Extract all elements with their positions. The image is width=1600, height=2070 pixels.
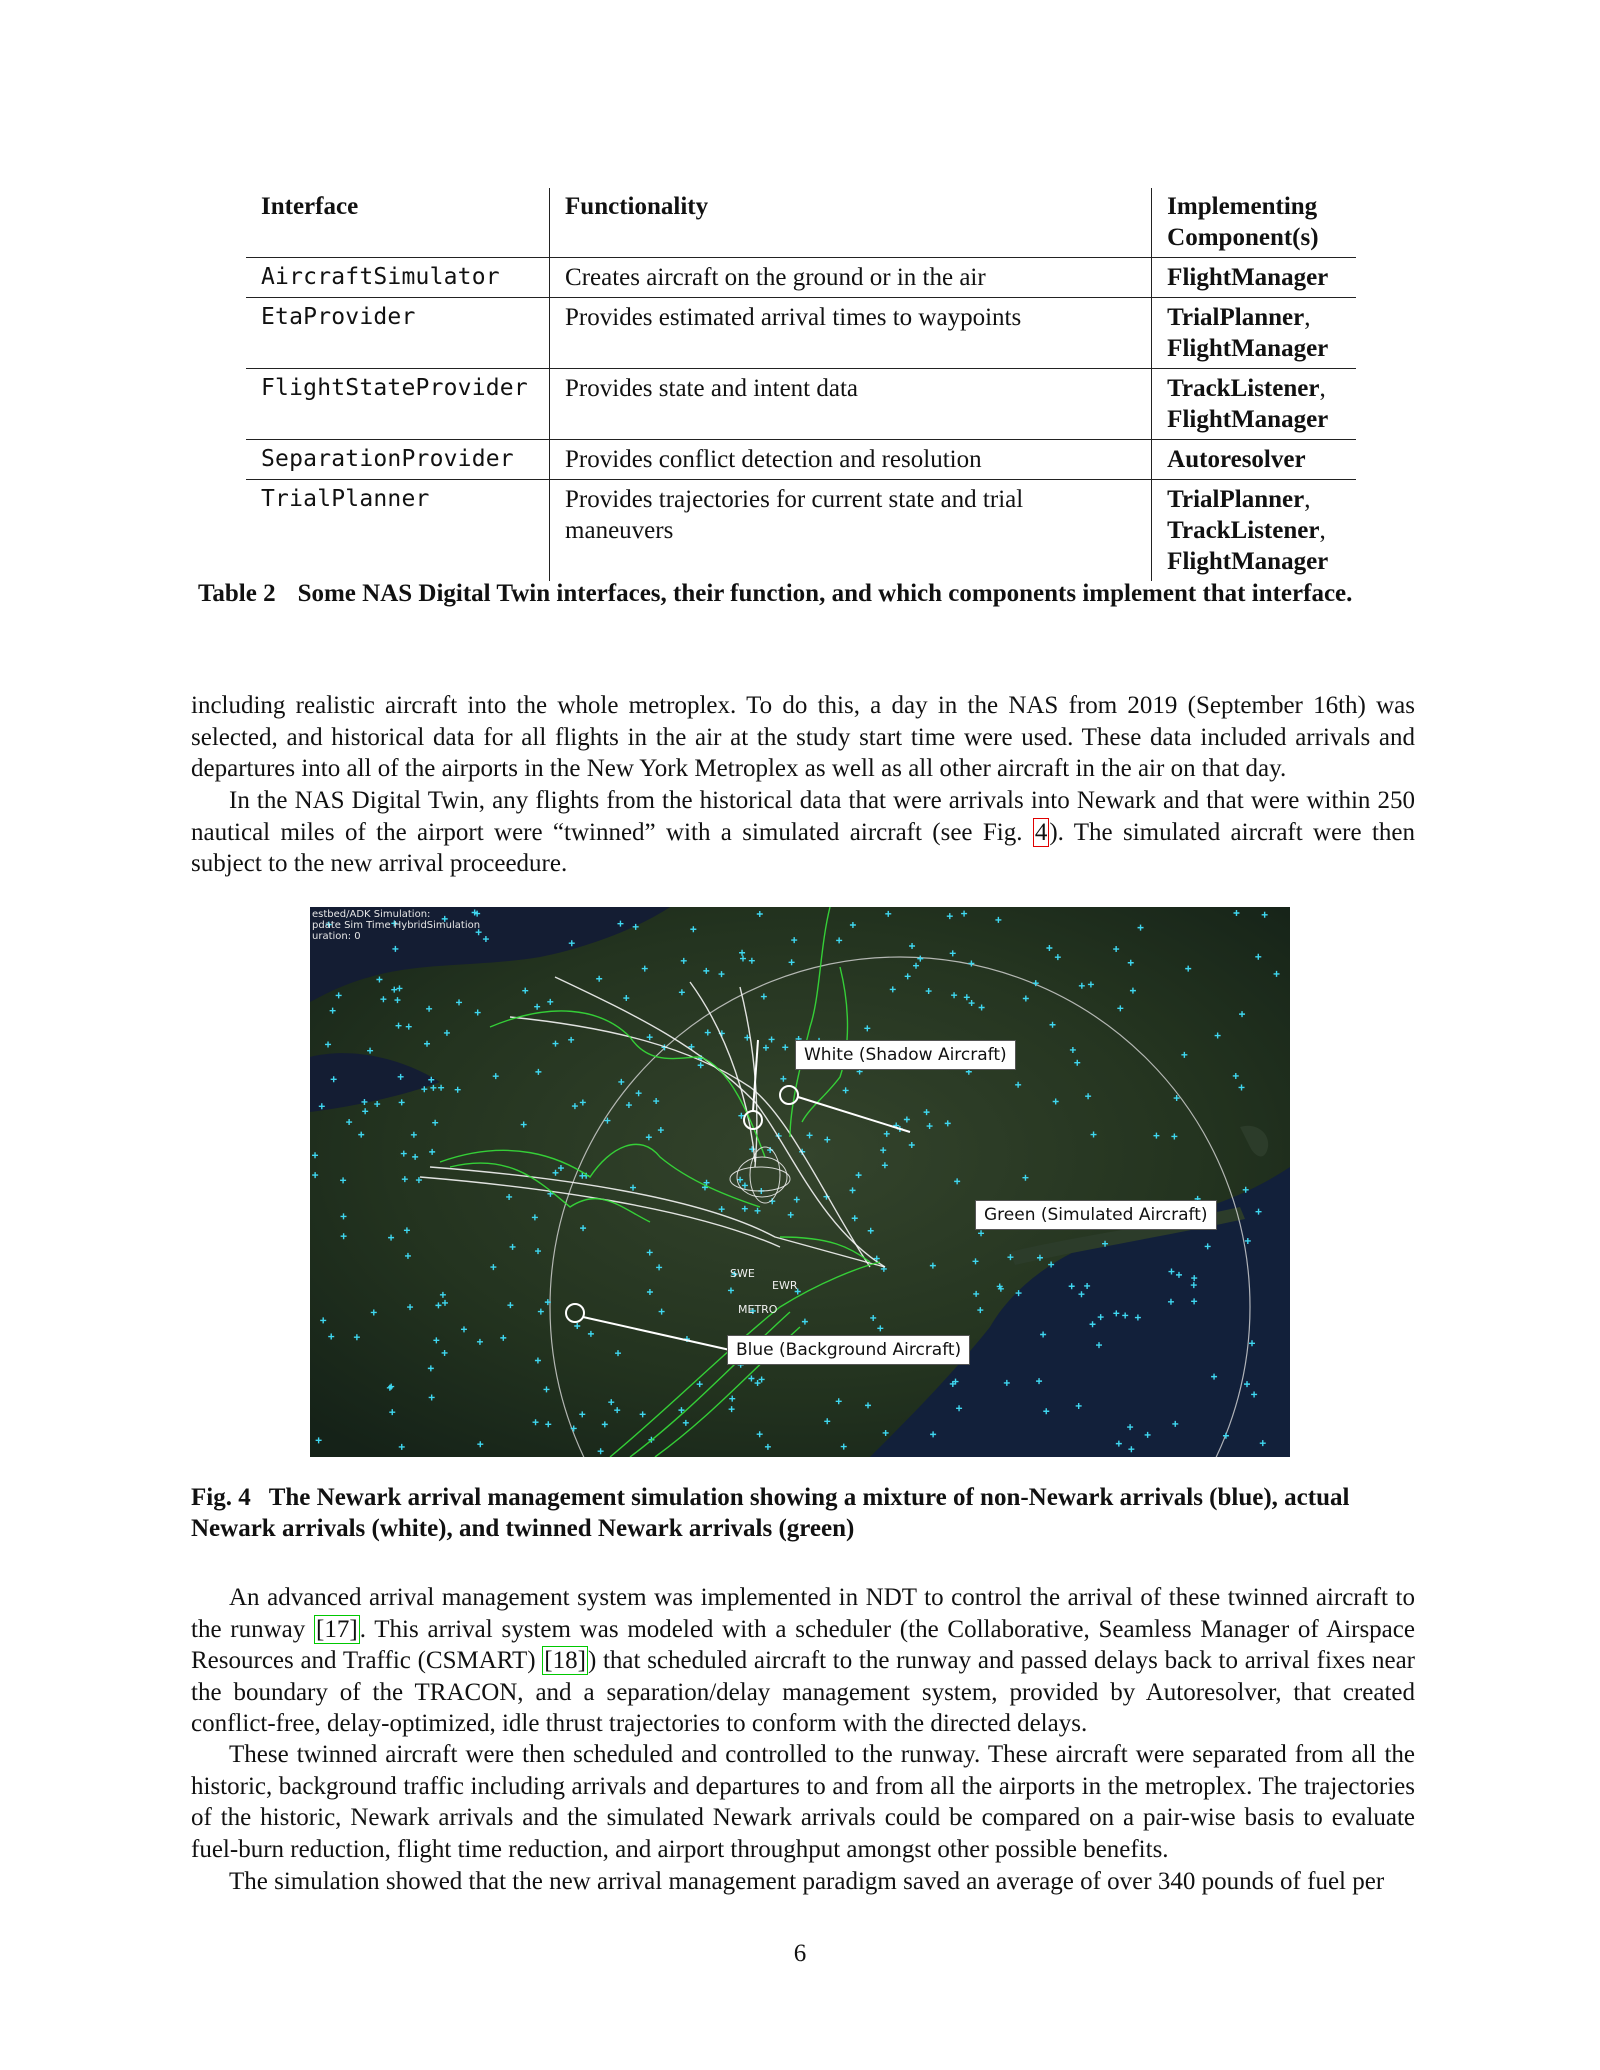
callout-background-aircraft: Blue (Background Aircraft) — [727, 1335, 970, 1365]
paragraph-text: ). The simulated aircraft were then subject to the new arrival proceedure. — [191, 818, 1415, 877]
cell-components: TrackListener, FlightManager — [1152, 369, 1356, 440]
table-row — [246, 298, 1356, 369]
cell-functionality: Provides trajectories for current state and trial maneuvers — [550, 480, 1152, 582]
component-name: FlightManager — [1167, 406, 1329, 433]
page-number: 6 — [793, 1940, 807, 1967]
cell-functionality: Creates aircraft on the ground or in the air — [550, 258, 1152, 298]
cell-interface: AircraftSimulator — [246, 258, 550, 298]
cell-interface: EtaProvider — [246, 298, 550, 369]
table-caption-number: Table 2 — [198, 580, 276, 607]
table-row — [246, 369, 1356, 440]
component-name: TrialPlanner — [1167, 486, 1305, 513]
component-name: FlightManager — [1167, 335, 1329, 362]
fix-label-ewr: EWR — [772, 1279, 798, 1292]
body-paragraph: These twinned aircraft were then scheduled and controlled to the runway. These aircraft were separated from all the historic, background traffic including arrivals and departures to and from all the airports in the metroplex. The trajectories of the historic, Newark arrivals and the simulated Newark arrivals could be compared on a pair-wise basis to evaluate fuel-burn reduction, flight time reduction, and airport throughput amongst other possible benefits. — [191, 1741, 1415, 1863]
component-name: TrackListener — [1167, 517, 1320, 544]
citation-link-17[interactable]: [17] — [316, 1615, 358, 1643]
simulation-status-overlay: estbed/ADK Simulation: pdate Sim Time HybridSimulation uration: 0 — [312, 909, 481, 942]
table-header-row — [246, 188, 1356, 258]
cell-components — [1152, 440, 1356, 480]
cell-functionality: Provides state and intent data — [550, 369, 1152, 440]
simulation-map-figure — [310, 907, 1290, 1457]
fix-label-metro: METRO — [738, 1303, 778, 1316]
cell-components: TrialPlanner, TrackListener, FlightManager — [1167, 486, 1329, 575]
cell-components — [1152, 258, 1356, 298]
header-components: Implementing Component(s) — [1152, 188, 1356, 258]
table-row — [246, 258, 1356, 298]
component-name: FlightManager — [1167, 548, 1329, 575]
figure-reference-link[interactable]: 4 — [1034, 818, 1048, 846]
callout-simulated-aircraft: Green (Simulated Aircraft) — [975, 1200, 1217, 1230]
paragraph-text: An advanced arrival management system was implemented in NDT to control the arrival of these twinned aircraft to the runway — [191, 1584, 1415, 1643]
citation-link-18[interactable]: [18] — [544, 1647, 586, 1674]
cell-components: TrialPlanner, FlightManager — [1152, 298, 1356, 369]
figure-caption-number: Fig. 4 — [191, 1484, 251, 1511]
cell-interface: TrialPlanner — [246, 480, 550, 582]
paragraph-text: . This arrival system was modeled with a scheduler (the Collaborative, Seamless Manager of Airspace Resources and Traffic (CSMART) — [191, 1615, 1415, 1674]
figure-caption-text: The Newark arrival management simulation showing a mixture of non-Newark arrivals (blue), actual Newark arrivals (white), and twinned Newark arrivals (green) — [191, 1484, 1350, 1542]
paragraph-text: In the NAS Digital Twin, any flights from the historical data that were arrivals into Newark and that were within 250 nautical miles of the airport were “twinned” with a simulated aircraft (see Fig. — [191, 787, 1415, 846]
component-name: FlightManager — [1167, 264, 1329, 291]
fix-label-swe: SWE — [730, 1267, 755, 1280]
table-row — [246, 480, 1356, 582]
callout-shadow-aircraft: White (Shadow Aircraft) — [795, 1040, 1016, 1070]
table-caption — [198, 578, 1418, 610]
component-name: TrackListener — [1167, 375, 1320, 402]
body-paragraph: The simulation showed that the new arrival management paradigm saved an average of over 340 pounds of fuel per — [229, 1868, 1385, 1895]
component-name: TrialPlanner — [1167, 304, 1305, 331]
map-canvas — [310, 907, 1290, 1457]
cell-interface: FlightStateProvider — [246, 369, 550, 440]
body-paragraph — [191, 785, 1415, 880]
table-caption-text: Some NAS Digital Twin interfaces, their function, and which components implement that interface. — [297, 580, 1353, 607]
cell-functionality: Provides estimated arrival times to waypoints — [550, 298, 1152, 369]
figure-caption — [191, 1482, 1415, 1544]
header-functionality: Functionality — [550, 188, 1152, 258]
component-name: Autoresolver — [1167, 446, 1306, 473]
body-paragraph: including realistic aircraft into the whole metroplex. To do this, a day in the NAS from 2019 (September 16th) was selected, and historical data for all flights in the air at the study start time were used. These data included arrivals and departures into all of the airports in the New York Metroplex as well as all other aircraft in the air on that day. — [191, 692, 1415, 782]
cell-interface: SeparationProvider — [246, 440, 550, 480]
header-interface: Interface — [246, 188, 550, 258]
interfaces-table — [246, 188, 1356, 581]
cell-functionality: Provides conflict detection and resolution — [550, 440, 1152, 480]
table-row — [246, 440, 1356, 480]
paragraph-text: ) that scheduled aircraft to the runway and passed delays back to arrival fixes near the boundary of the TRACON, and a separation/delay management system, provided by Autoresolver, that created conflict-free, delay-optimized, idle thrust trajectories to conform with the directed delays. — [191, 1647, 1415, 1737]
body-paragraph — [191, 1582, 1415, 1740]
